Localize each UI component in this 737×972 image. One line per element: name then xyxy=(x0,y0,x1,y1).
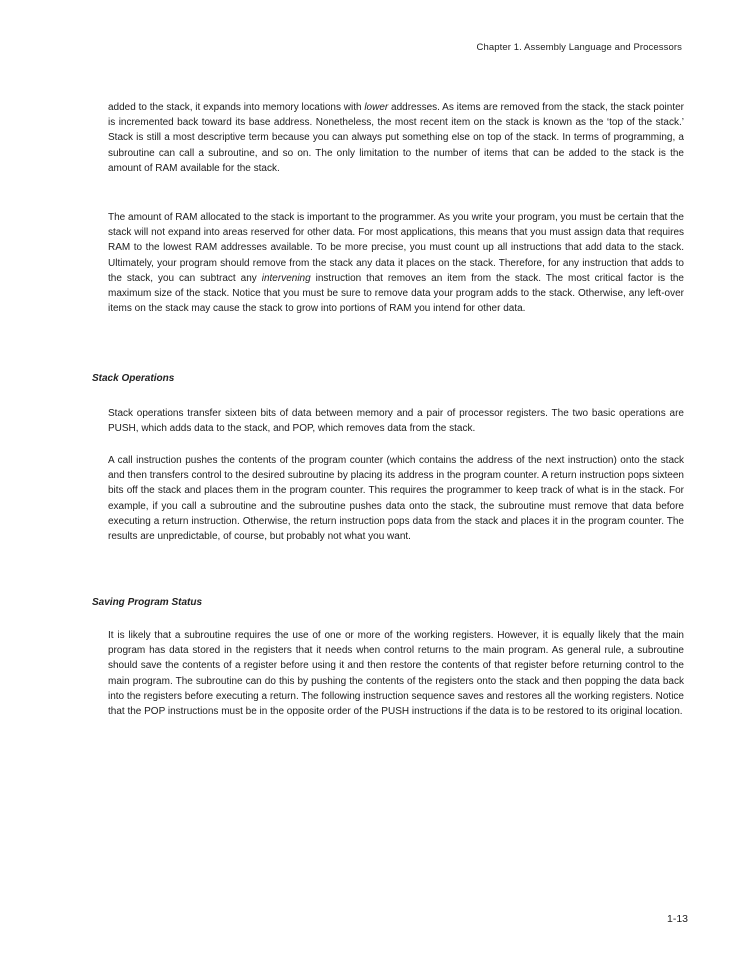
page-number: 1-13 xyxy=(666,913,688,925)
paragraph-call-return: A call instruction pushes the contents of the program counter (which contains the address of the next instruction) onto the stack and then transfers control to the desired subroutine by placing its address in the program counter. A return instruction pops sixteen bits off the stack and places them in the program counter. This requires the programmer to keep track of what is in the stack. For example, if you call a subroutine and the subroutine pushes data onto the stack, the subroutine must remove that data before executing a return instruction. Otherwise, the return instruction pops data from the stack and places it in the program counter. The results are unpredictable, of course, but probably not what you want. xyxy=(108,455,684,543)
paragraph-text: added to the stack, it expands into memory locations with xyxy=(108,102,365,113)
paragraph-text: instruction that removes an item from the stack. The most critical factor is the maximum size of the stack. Notice that you must be sure to remove data your program adds to the stack. Otherwise, any left-over items on the stack may cause the stack to grow into portions of RAM you intend for other data. xyxy=(108,272,684,315)
heading-saving-program-status: Saving Program Status xyxy=(92,597,203,608)
emphasis-text: lower xyxy=(364,102,389,113)
paragraph-saving-status: It is likely that a subroutine requires the use of one or more of the working registers. However, it is equally likely that the main program has data stored in the registers that it needs when control returns to the main program. As general rule, a subroutine should save the contents of a register before using it and then restore the contents of that register before returning control to the main program. The subroutine can do this by pushing the contents of the registers onto the stack and then popping the data back into the registers before executing a return. The following instruction sequence saves and restores all the working registers. Notice that the POP instructions must be in the opposite order of the PUSH instructions if the data is to be restored to its original location. xyxy=(108,630,684,718)
paragraph-ram-allocation xyxy=(108,210,684,316)
paragraph-stack-growth xyxy=(108,100,684,176)
heading-stack-operations: Stack Operations xyxy=(92,373,175,384)
paragraph-stack-operations: Stack operations transfer sixteen bits of data between memory and a pair of processor registers. The two basic operations are PUSH, which adds data to the stack, and POP, which removes data from the stack. xyxy=(108,408,684,435)
paragraph-text: The amount of RAM allocated to the stack is important to the programmer. As you write your program, you must be certain that the stack will not expand into areas reserved for other data. For most applications, this means that you must assign data that requires RAM to the lowest RAM addresses available. To be more precise, you must count up all instructions that add data to the stack. Ultimately, your program should remove from the stack any data it places on the stack. Therefore, for any instruction that adds to the stack, you can subtract any xyxy=(108,212,684,284)
paragraph-text: addresses. As items are removed from the stack, the stack pointer is incremented back toward its base address. Nonetheless, the most recent item on the stack is known as the ‘top of the stack.’ Stack is still a most descriptive term because you can always put something else on top of the stack. In terms of programming, a subroutine can call a subroutine, and so on. The only limitation to the number of items that can be added to the stack is the amount of RAM available for the stack. xyxy=(108,102,684,174)
emphasis-text: intervening xyxy=(261,272,311,284)
running-head: Chapter 1. Assembly Language and Processors xyxy=(476,42,682,53)
